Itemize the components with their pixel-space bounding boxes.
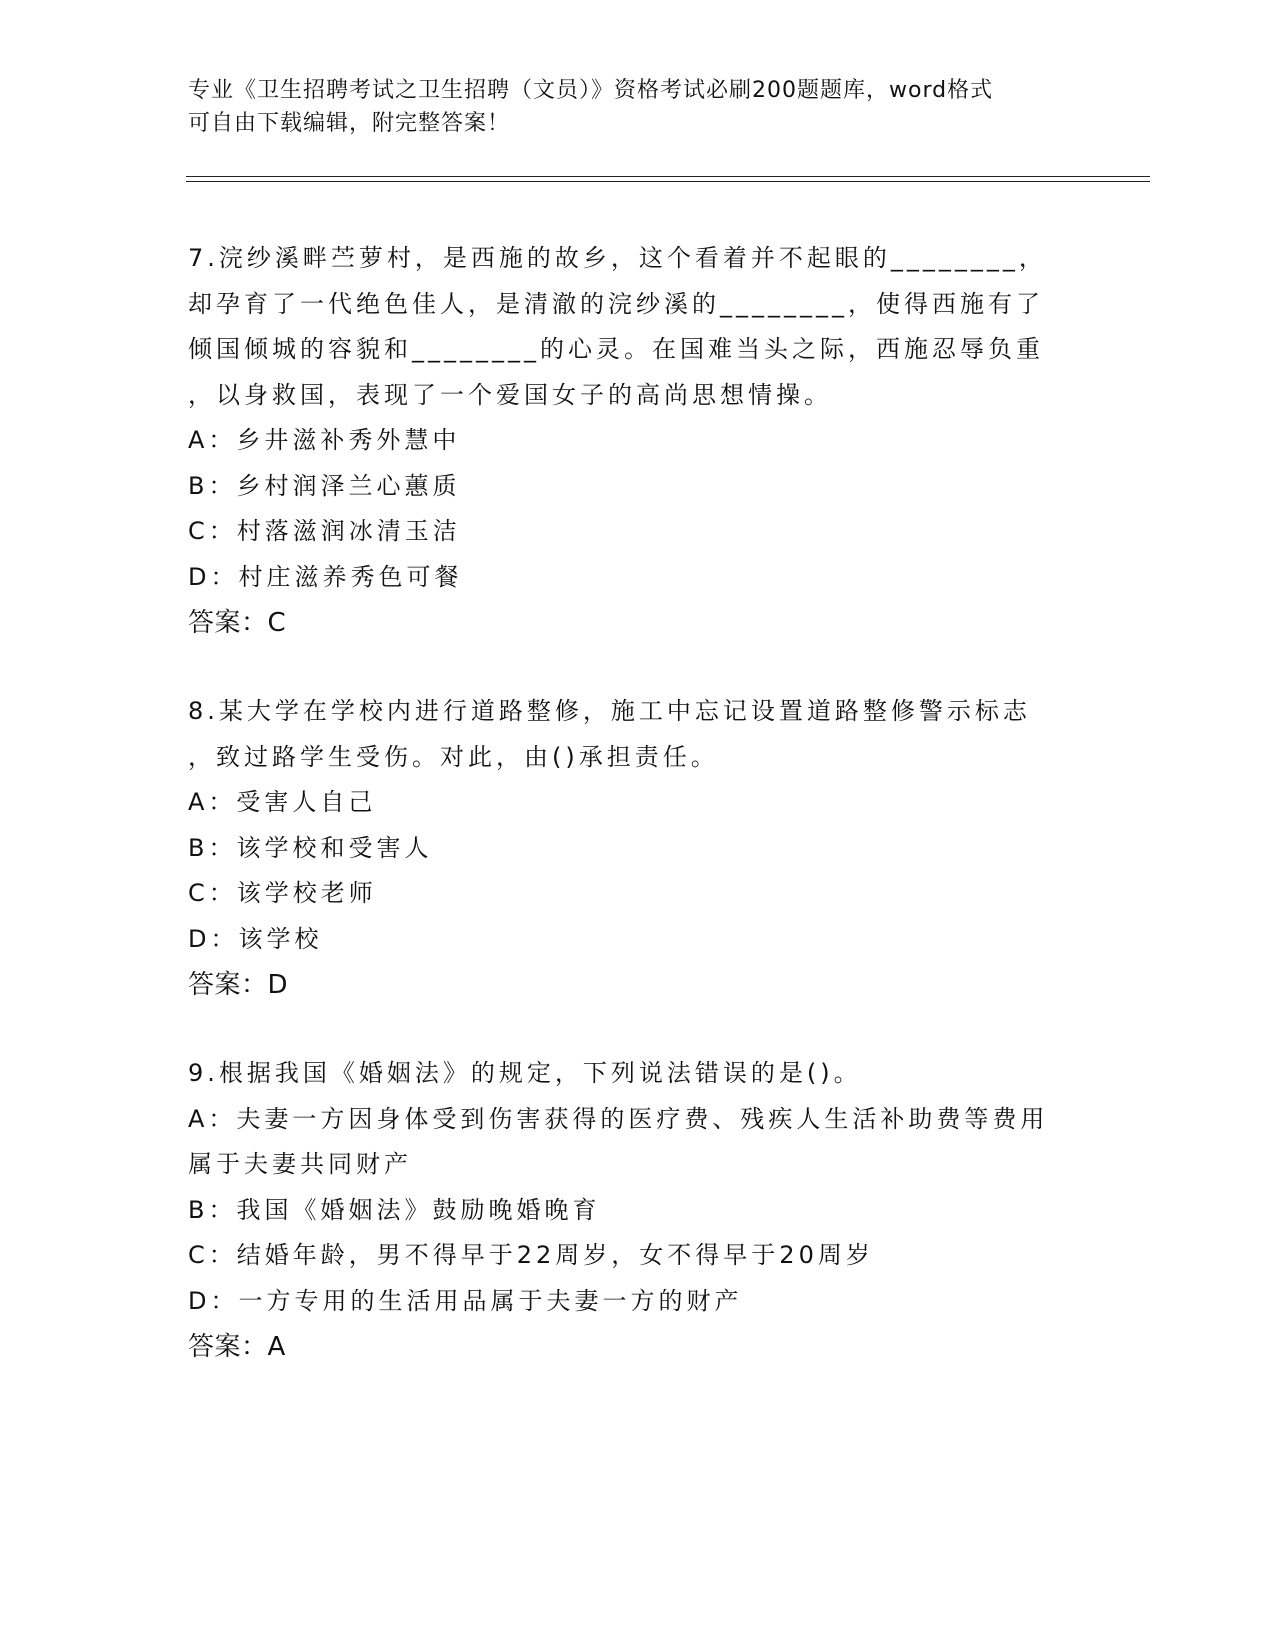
- answer-label: 答案：A: [188, 1332, 286, 1362]
- answer-label: 答案：D: [188, 970, 289, 1000]
- header-divider-bottom: [186, 181, 1150, 182]
- option-d: D：村庄滋养秀色可餐: [188, 562, 463, 591]
- option-a: A：乡井滋补秀外慧中: [188, 426, 461, 454]
- option-a: A：夫妻一方因身体受到伤害获得的医疗费、残疾人生活补助费等费用: [188, 1104, 1049, 1133]
- header-divider-top: [186, 176, 1150, 177]
- option-a: A：受害人自己: [188, 788, 377, 816]
- option-b: B：我国《婚姻法》鼓励晚婚晚育: [188, 1195, 601, 1224]
- option-a-continued: 属于夫妻共同财产: [188, 1150, 412, 1178]
- option-c: C：村落滋润冰清玉洁: [188, 517, 461, 545]
- question-text-line: 倾国倾城的容貌和________的心灵。在国难当头之际，西施忍辱负重: [188, 335, 1044, 363]
- header-line-2: 可自由下载编辑，附完整答案！: [188, 111, 511, 136]
- option-b: B：该学校和受害人: [188, 833, 433, 862]
- question-list: [188, 236, 1088, 1413]
- option-c: C：该学校老师: [188, 879, 377, 907]
- question-text-line: 9.根据我国《婚姻法》的规定，下列说法错误的是()。: [188, 1059, 862, 1087]
- question-text-line: ，致过路学生受伤。对此，由()承担责任。: [188, 742, 719, 771]
- document-header: [188, 74, 1088, 140]
- question-text-line: ，以身救国，表现了一个爱国女子的高尚思想情操。: [188, 380, 832, 409]
- question-7: [188, 236, 1088, 647]
- question-9: [188, 1051, 1088, 1371]
- header-line-1: 专业《卫生招聘考试之卫生招聘（文员）》资格考试必刷200题题库，word格式: [188, 78, 994, 103]
- question-text-line: 却孕育了一代绝色佳人，是清澈的浣纱溪的________，使得西施有了: [188, 289, 1044, 318]
- option-b: B：乡村润泽兰心蕙质: [188, 471, 461, 500]
- question-8: [188, 689, 1088, 1009]
- question-text-line: 7.浣纱溪畔苎萝村，是西施的故乡，这个看着并不起眼的________，: [188, 244, 1047, 272]
- option-d: D：一方专用的生活用品属于夫妻一方的财产: [188, 1286, 743, 1315]
- question-text-line: 8.某大学在学校内进行道路整修，施工中忘记设置道路整修警示标志: [188, 697, 1031, 725]
- option-d: D：该学校: [188, 924, 323, 953]
- answer-label: 答案：C: [188, 608, 287, 638]
- option-c: C：结婚年龄，男不得早于22周岁，女不得早于20周岁: [188, 1241, 874, 1269]
